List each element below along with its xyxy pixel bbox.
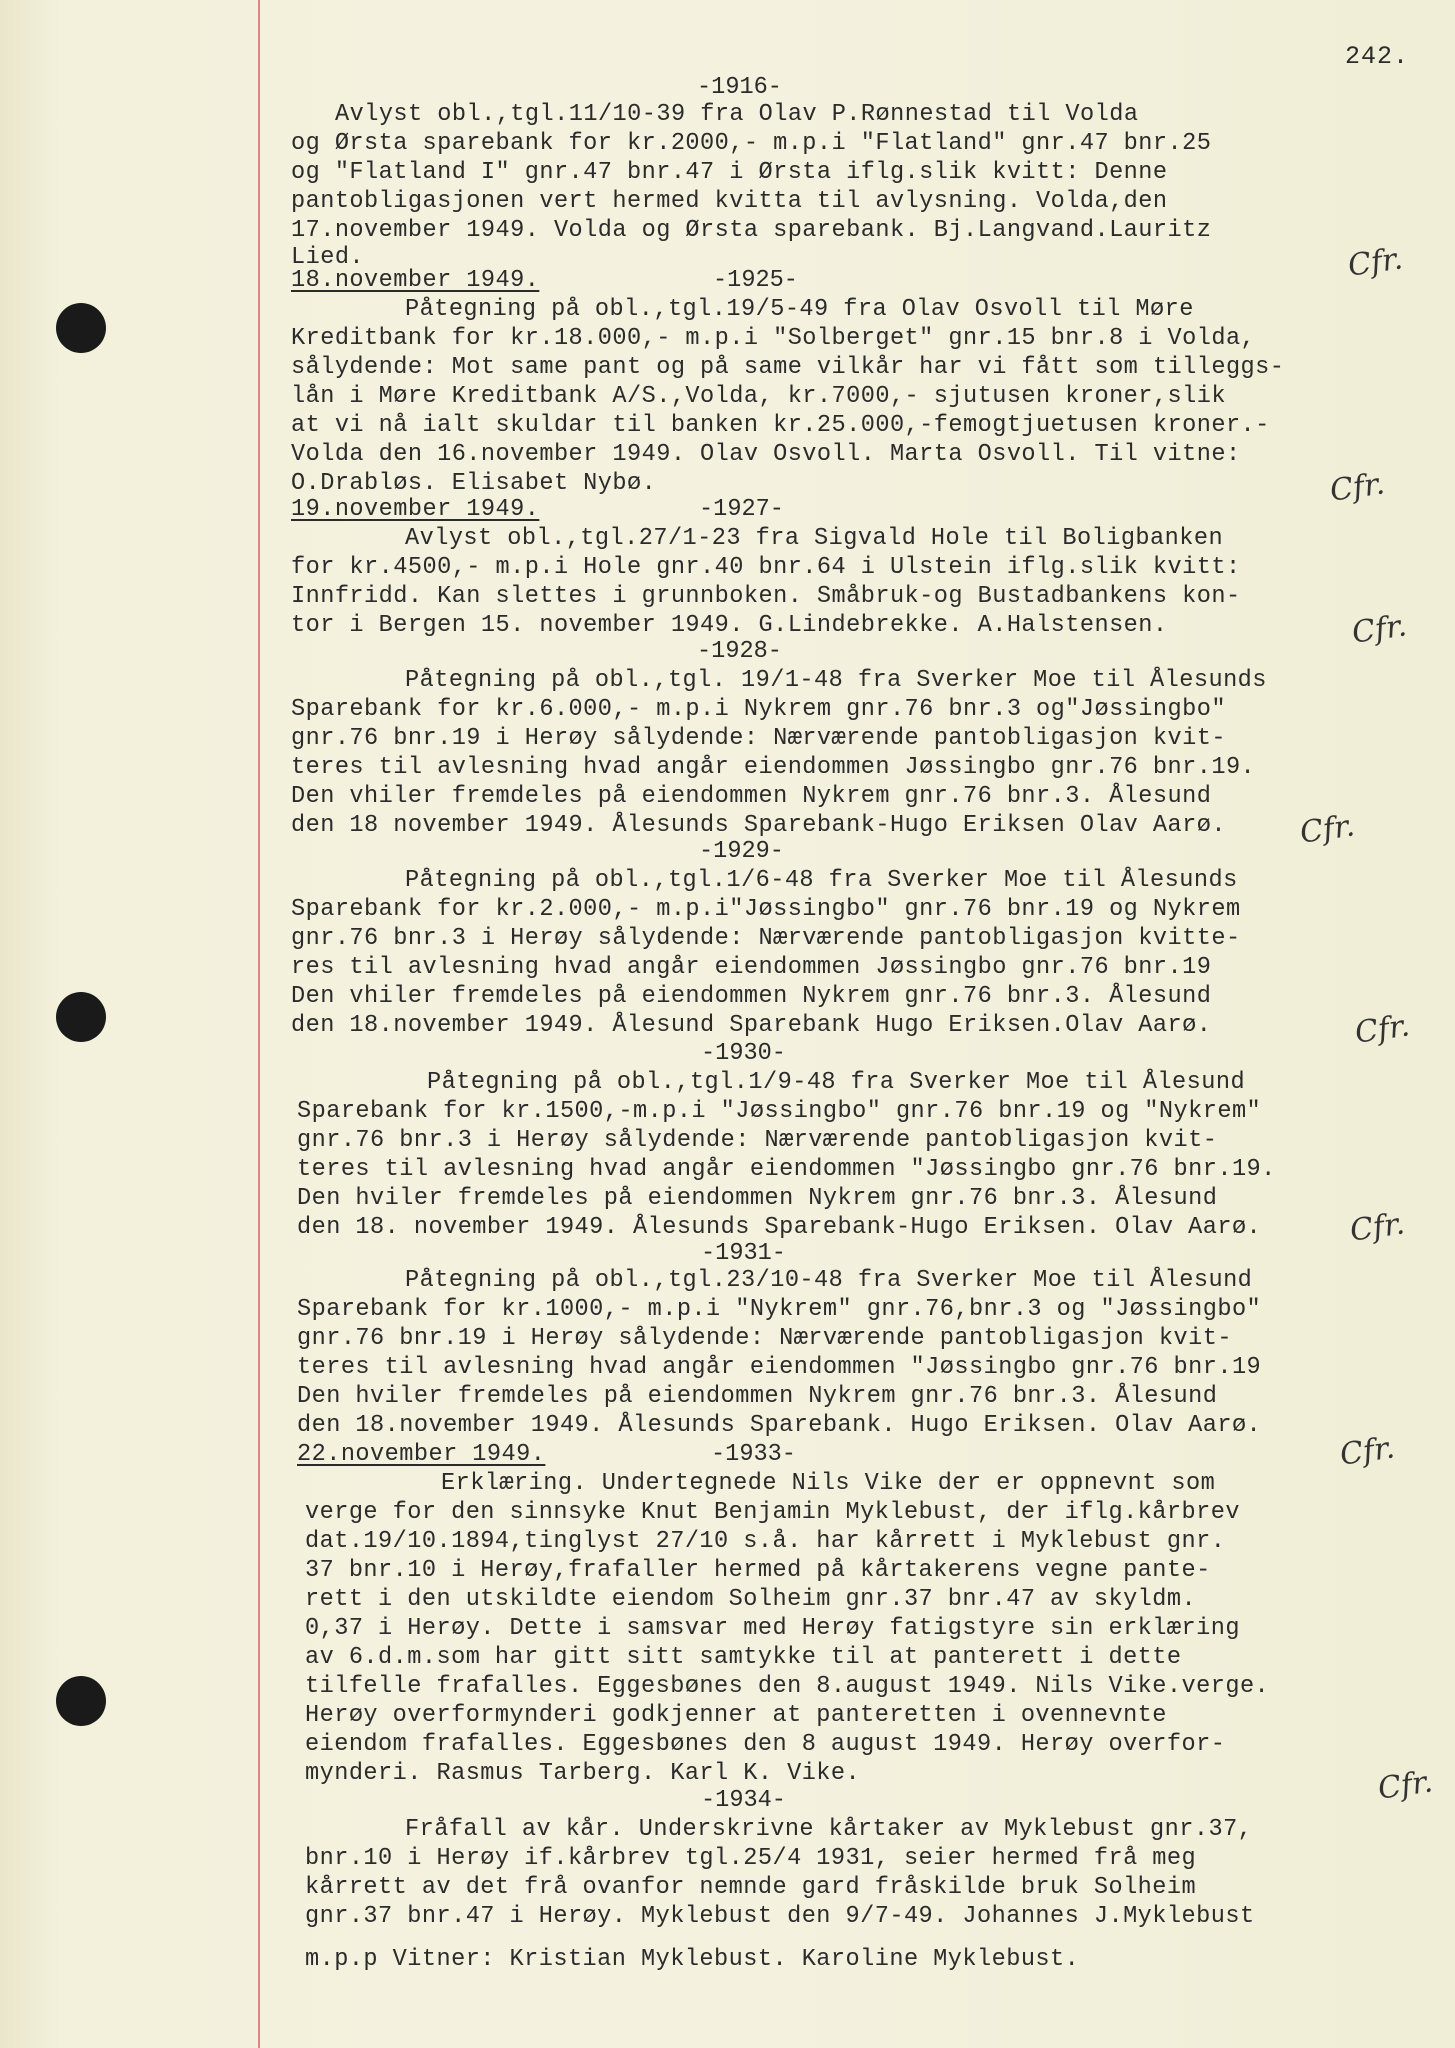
entry-line: Påtegning på obl.,tgl.19/5-49 fra Olav Osvoll til Møre <box>405 296 1194 323</box>
entry-line: mynderi. Rasmus Tarberg. Karl K. Vike. <box>305 1760 861 1787</box>
entry-number: -1934- <box>701 1787 786 1814</box>
entry-line: teres til avlesning hvad angår eiendommen Jøssingbo gnr.76 bnr.19. <box>291 754 1256 781</box>
entry-line: 0,37 i Herøy. Dette i samsvar med Herøy fatigstyre sin erklæring <box>305 1615 1240 1642</box>
entry-line: teres til avlesning hvad angår eiendommen "Jøssingbo gnr.76 bnr.19. <box>297 1156 1276 1183</box>
entry-line: Den hviler fremdeles på eiendommen Nykrem gnr.76 bnr.3. Ålesund <box>297 1185 1218 1212</box>
clerk-initials: Cfr. <box>1337 1430 1397 1473</box>
entry-line: rett i den utskildte eiendom Solheim gnr.37 bnr.47 av skyldm. <box>305 1586 1197 1613</box>
entry-number: -1931- <box>701 1240 786 1267</box>
entry-line: 37 bnr.10 i Herøy,frafaller hermed på kårtakerens vegne pante- <box>305 1557 1211 1584</box>
entry-line: lån i Møre Kreditbank A/S.,Volda, kr.7000,- sjutusen kroner,slik <box>291 383 1226 410</box>
entry-line: av 6.d.m.som har gitt sitt samtykke til at panterett i dette <box>305 1644 1182 1671</box>
entry-number: -1925- <box>713 267 798 294</box>
entry-number: -1928- <box>697 638 782 665</box>
entry-line: eiendom frafalles. Eggesbønes den 8 august 1949. Herøy overfor- <box>305 1731 1226 1758</box>
clerk-initials: Cfr. <box>1347 1206 1407 1249</box>
punch-hole <box>56 992 106 1042</box>
entry-line: Påtegning på obl.,tgl.1/6-48 fra Sverker Moe til Ålesunds <box>405 867 1238 894</box>
entry-line: Kreditbank for kr.18.000,- m.p.i "Solberget" gnr.15 bnr.8 i Volda, <box>291 325 1256 352</box>
punch-hole <box>56 1676 106 1726</box>
entry-line: og "Flatland I" gnr.47 bnr.47 i Ørsta iflg.slik kvitt: Denne <box>291 159 1168 186</box>
entry-line: Sparebank for kr.1000,- m.p.i "Nykrem" gnr.76,bnr.3 og "Jøssingbo" <box>297 1296 1262 1323</box>
entry-line: tilfelle frafalles. Eggesbønes den 8.august 1949. Nils Vike.verge. <box>305 1673 1270 1700</box>
punch-hole <box>56 303 106 353</box>
entry-line: Påtegning på obl.,tgl. 19/1-48 fra Sverker Moe til Ålesunds <box>405 667 1267 694</box>
entry-line: res til avlesning hvad angår eiendommen Jøssingbo gnr.76 bnr.19 <box>291 954 1212 981</box>
clerk-initials: Cfr. <box>1297 808 1357 851</box>
entry-line: Fråfall av kår. Underskrivne kårtaker av Myklebust gnr.37, <box>405 1816 1253 1843</box>
entry-date: 22.november 1949. <box>297 1441 546 1468</box>
entry-number: -1916- <box>697 74 782 101</box>
entry-line: for kr.4500,- m.p.i Hole gnr.40 bnr.64 i Ulstein iflg.slik kvitt: <box>291 554 1241 581</box>
entry-line: Den vhiler fremdeles på eiendommen Nykrem gnr.76 bnr.3. Ålesund <box>291 983 1212 1010</box>
entry-date: 19.november 1949. <box>291 496 540 523</box>
entry-line: at vi nå ialt skuldar til banken kr.25.000,-femogtjuetusen kroner.- <box>291 412 1270 439</box>
margin-line <box>258 0 260 2048</box>
entry-line: bnr.10 i Herøy if.kårbrev tgl.25/4 1931, seier hermed frå meg <box>305 1845 1197 1872</box>
entry-line: teres til avlesning hvad angår eiendommen "Jøssingbo gnr.76 bnr.19 <box>297 1354 1262 1381</box>
clerk-initials: Cfr. <box>1349 608 1409 651</box>
entry-line: den 18. november 1949. Ålesunds Sparebank-Hugo Eriksen. Olav Aarø. <box>297 1214 1262 1241</box>
entry-line: gnr.76 bnr.19 i Herøy sålydende: Nærværende pantobligasjon kvit- <box>291 725 1226 752</box>
entry-line: gnr.37 bnr.47 i Herøy. Myklebust den 9/7-49. Johannes J.Myklebust <box>305 1903 1255 1930</box>
entry-number: -1933- <box>711 1441 796 1468</box>
entry-line: O.Drabløs. Elisabet Nybø. <box>291 470 657 497</box>
entry-number: -1930- <box>701 1040 786 1067</box>
entry-line: Sparebank for kr.1500,-m.p.i "Jøssingbo" gnr.76 bnr.19 og "Nykrem" <box>297 1098 1262 1125</box>
entry-line: kårrett av det frå ovanfor nemnde gard fråskilde bruk Solheim <box>305 1874 1197 1901</box>
entry-line: og Ørsta sparebank for kr.2000,- m.p.i "Flatland" gnr.47 bnr.25 <box>291 130 1212 157</box>
entry-line: Herøy overformynderi godkjenner at panteretten i ovennevnte <box>305 1702 1167 1729</box>
entry-line: gnr.76 bnr.19 i Herøy sålydende: Nærværende pantobligasjon kvit- <box>297 1325 1232 1352</box>
entry-line: Innfridd. Kan slettes i grunnboken. Småbruk-og Bustadbankens kon- <box>291 583 1241 610</box>
entry-line: den 18.november 1949. Ålesund Sparebank Hugo Eriksen.Olav Aarø. <box>291 1012 1212 1039</box>
clerk-initials: Cfr. <box>1345 241 1405 284</box>
entry-line: Lied. <box>291 244 365 271</box>
entry-line: Sparebank for kr.6.000,- m.p.i Nykrem gnr.76 bnr.3 og"Jøssingbo" <box>291 696 1226 723</box>
entry-line: Påtegning på obl.,tgl.23/10-48 fra Sverker Moe til Ålesund <box>405 1267 1253 1294</box>
page-number: 242. <box>1345 42 1410 71</box>
clerk-initials: Cfr. <box>1327 466 1387 509</box>
entry-line: m.p.p Vitner: Kristian Myklebust. Karoline Myklebust. <box>305 1946 1080 1973</box>
entry-line: sålydende: Mot same pant og på same vilkår har vi fått som tilleggs- <box>291 354 1285 381</box>
clerk-initials: Cfr. <box>1375 1764 1435 1807</box>
entry-line: Avlyst obl.,tgl.27/1-23 fra Sigvald Hole til Boligbanken <box>405 525 1224 552</box>
entry-line: gnr.76 bnr.3 i Herøy sålydende: Nærværende pantobligasjon kvit- <box>297 1127 1218 1154</box>
entry-line: gnr.76 bnr.3 i Herøy sålydende: Nærværende pantobligasjon kvitte- <box>291 925 1241 952</box>
entry-line: Volda den 16.november 1949. Olav Osvoll. Marta Osvoll. Til vitne: <box>291 441 1241 468</box>
entry-line: Påtegning på obl.,tgl.1/9-48 fra Sverker Moe til Ålesund <box>427 1069 1246 1096</box>
entry-line: 17.november 1949. Volda og Ørsta sparebank. Bj.Langvand.Lauritz <box>291 217 1212 244</box>
entry-line: Den vhiler fremdeles på eiendommen Nykrem gnr.76 bnr.3. Ålesund <box>291 783 1212 810</box>
entry-number: -1927- <box>699 496 784 523</box>
entry-line: verge for den sinnsyke Knut Benjamin Myklebust, der iflg.kårbrev <box>305 1499 1240 1526</box>
entry-number: -1929- <box>699 838 784 865</box>
entry-line: Sparebank for kr.2.000,- m.p.i"Jøssingbo" gnr.76 bnr.19 og Nykrem <box>291 896 1241 923</box>
entry-line: den 18.november 1949. Ålesunds Sparebank. Hugo Eriksen. Olav Aarø. <box>297 1412 1262 1439</box>
clerk-initials: Cfr. <box>1352 1008 1412 1051</box>
entry-date: 18.november 1949. <box>291 267 540 294</box>
entry-line: den 18 november 1949. Ålesunds Sparebank-Hugo Eriksen Olav Aarø. <box>291 812 1226 839</box>
entry-line: Erklæring. Undertegnede Nils Vike der er oppnevnt som <box>441 1470 1216 1497</box>
entry-line: Den hviler fremdeles på eiendommen Nykrem gnr.76 bnr.3. Ålesund <box>297 1383 1218 1410</box>
entry-line: dat.19/10.1894,tinglyst 27/10 s.å. har kårrett i Myklebust gnr. <box>305 1528 1226 1555</box>
entry-line: pantobligasjonen vert hermed kvitta til avlysning. Volda,den <box>291 188 1168 215</box>
entry-line: Avlyst obl.,tgl.11/10-39 fra Olav P.Rønnestad til Volda <box>335 101 1139 128</box>
entry-line: tor i Bergen 15. november 1949. G.Lindebrekke. A.Halstensen. <box>291 612 1168 639</box>
